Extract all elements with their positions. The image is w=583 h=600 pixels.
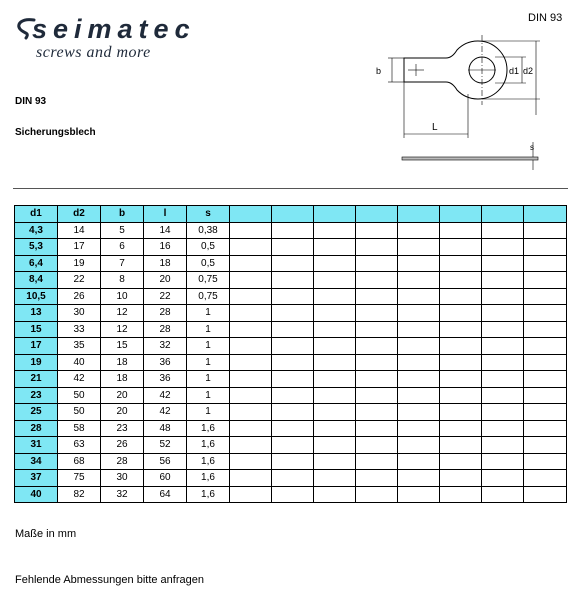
empty-cell — [440, 272, 482, 289]
table-cell: 0,5 — [187, 255, 230, 272]
empty-cell — [356, 272, 398, 289]
table-cell: 8 — [101, 272, 144, 289]
logo-wordmark: seimatec — [32, 14, 196, 44]
table-row — [15, 354, 567, 371]
standard-label-top: DIN 93 — [528, 12, 563, 24]
empty-cell — [272, 239, 314, 256]
empty-cell — [356, 486, 398, 503]
dim-label-d2: d2 — [523, 66, 534, 76]
technical-drawing — [368, 30, 548, 170]
table-cell: 10 — [101, 288, 144, 305]
empty-header-cell — [356, 206, 398, 223]
table-cell: 36 — [144, 354, 187, 371]
empty-cell — [314, 321, 356, 338]
table-row — [15, 255, 567, 272]
empty-cell — [524, 437, 567, 454]
empty-cell — [440, 453, 482, 470]
empty-cell — [272, 338, 314, 355]
empty-cell — [524, 420, 567, 437]
empty-cell — [272, 371, 314, 388]
empty-cell — [314, 470, 356, 487]
table-cell: 68 — [58, 453, 101, 470]
empty-cell — [272, 486, 314, 503]
table-cell: 1 — [187, 387, 230, 404]
row-key-cell: 23 — [15, 387, 58, 404]
empty-cell — [272, 288, 314, 305]
empty-cell — [230, 222, 272, 239]
empty-cell — [482, 371, 524, 388]
empty-header-cell — [314, 206, 356, 223]
empty-cell — [440, 486, 482, 503]
table-row — [15, 288, 567, 305]
empty-cell — [482, 420, 524, 437]
empty-cell — [524, 371, 567, 388]
empty-cell — [314, 437, 356, 454]
empty-cell — [482, 305, 524, 322]
table-cell: 36 — [144, 371, 187, 388]
empty-cell — [524, 305, 567, 322]
empty-cell — [230, 354, 272, 371]
empty-cell — [230, 272, 272, 289]
empty-cell — [440, 437, 482, 454]
empty-cell — [440, 387, 482, 404]
row-key-cell: 15 — [15, 321, 58, 338]
table-cell: 28 — [144, 321, 187, 338]
column-header: d1 — [15, 206, 58, 223]
table-cell: 1,6 — [187, 420, 230, 437]
empty-cell — [524, 321, 567, 338]
empty-cell — [356, 321, 398, 338]
empty-header-cell — [440, 206, 482, 223]
empty-cell — [524, 354, 567, 371]
dim-label-d1: d1 — [509, 66, 520, 76]
empty-cell — [356, 354, 398, 371]
empty-cell — [482, 437, 524, 454]
row-key-cell: 17 — [15, 338, 58, 355]
empty-cell — [440, 470, 482, 487]
empty-cell — [230, 453, 272, 470]
empty-cell — [230, 288, 272, 305]
empty-cell — [524, 470, 567, 487]
column-header: d2 — [58, 206, 101, 223]
table-cell: 32 — [101, 486, 144, 503]
empty-cell — [440, 404, 482, 421]
empty-cell — [314, 453, 356, 470]
dim-label-s: s — [530, 143, 534, 152]
empty-cell — [524, 288, 567, 305]
page-title: Sicherungsblech — [15, 127, 96, 138]
empty-cell — [398, 354, 440, 371]
table-cell: 0,75 — [187, 272, 230, 289]
empty-cell — [440, 338, 482, 355]
table-cell: 58 — [58, 420, 101, 437]
table-cell: 1 — [187, 354, 230, 371]
empty-cell — [398, 321, 440, 338]
empty-cell — [230, 486, 272, 503]
empty-cell — [482, 453, 524, 470]
empty-cell — [314, 338, 356, 355]
empty-cell — [440, 288, 482, 305]
empty-cell — [398, 404, 440, 421]
empty-cell — [356, 222, 398, 239]
table-cell: 60 — [144, 470, 187, 487]
empty-cell — [524, 404, 567, 421]
row-key-cell: 13 — [15, 305, 58, 322]
empty-cell — [356, 371, 398, 388]
empty-cell — [440, 420, 482, 437]
empty-cell — [230, 321, 272, 338]
column-header: b — [101, 206, 144, 223]
empty-cell — [272, 387, 314, 404]
empty-cell — [230, 239, 272, 256]
table-cell: 0,38 — [187, 222, 230, 239]
empty-cell — [230, 437, 272, 454]
table-cell: 40 — [58, 354, 101, 371]
table-cell: 1,6 — [187, 437, 230, 454]
table-cell: 32 — [144, 338, 187, 355]
table-cell: 18 — [101, 371, 144, 388]
empty-cell — [230, 470, 272, 487]
empty-cell — [482, 387, 524, 404]
table-cell: 1,6 — [187, 486, 230, 503]
table-cell: 50 — [58, 387, 101, 404]
table-cell: 28 — [101, 453, 144, 470]
table-cell: 22 — [144, 288, 187, 305]
empty-cell — [314, 486, 356, 503]
table-row — [15, 470, 567, 487]
empty-cell — [230, 305, 272, 322]
row-key-cell: 19 — [15, 354, 58, 371]
table-cell: 22 — [58, 272, 101, 289]
empty-cell — [524, 453, 567, 470]
empty-cell — [482, 404, 524, 421]
empty-header-cell — [230, 206, 272, 223]
row-key-cell: 37 — [15, 470, 58, 487]
empty-cell — [440, 321, 482, 338]
empty-cell — [524, 486, 567, 503]
table-cell: 14 — [144, 222, 187, 239]
divider — [13, 188, 568, 189]
column-header: s — [187, 206, 230, 223]
table-cell: 52 — [144, 437, 187, 454]
table-cell: 1,6 — [187, 470, 230, 487]
empty-cell — [398, 338, 440, 355]
table-cell: 75 — [58, 470, 101, 487]
empty-cell — [440, 239, 482, 256]
empty-cell — [272, 404, 314, 421]
table-cell: 20 — [101, 387, 144, 404]
table-cell: 1 — [187, 404, 230, 421]
company-logo — [14, 14, 214, 62]
empty-cell — [398, 371, 440, 388]
empty-cell — [272, 255, 314, 272]
table-cell: 7 — [101, 255, 144, 272]
row-key-cell: 8,4 — [15, 272, 58, 289]
table-cell: 16 — [144, 239, 187, 256]
empty-cell — [482, 288, 524, 305]
empty-cell — [230, 371, 272, 388]
empty-cell — [524, 239, 567, 256]
empty-cell — [272, 420, 314, 437]
row-key-cell: 4,3 — [15, 222, 58, 239]
table-row — [15, 486, 567, 503]
table-cell: 50 — [58, 404, 101, 421]
table-cell: 26 — [101, 437, 144, 454]
table-cell: 20 — [144, 272, 187, 289]
empty-cell — [314, 239, 356, 256]
empty-cell — [314, 354, 356, 371]
empty-header-cell — [482, 206, 524, 223]
row-key-cell: 6,4 — [15, 255, 58, 272]
empty-cell — [398, 420, 440, 437]
empty-cell — [398, 470, 440, 487]
table-cell: 0,75 — [187, 288, 230, 305]
column-header: l — [144, 206, 187, 223]
empty-header-cell — [272, 206, 314, 223]
table-cell: 30 — [101, 470, 144, 487]
table-row — [15, 404, 567, 421]
table-cell: 1 — [187, 321, 230, 338]
table-cell: 5 — [101, 222, 144, 239]
empty-cell — [356, 255, 398, 272]
empty-cell — [482, 222, 524, 239]
empty-cell — [524, 255, 567, 272]
table-cell: 28 — [144, 305, 187, 322]
empty-cell — [524, 272, 567, 289]
empty-cell — [398, 453, 440, 470]
table-cell: 17 — [58, 239, 101, 256]
empty-cell — [482, 255, 524, 272]
table-cell: 64 — [144, 486, 187, 503]
table-cell: 33 — [58, 321, 101, 338]
table-row — [15, 222, 567, 239]
empty-cell — [272, 272, 314, 289]
table-cell: 12 — [101, 321, 144, 338]
empty-cell — [272, 305, 314, 322]
table-cell: 56 — [144, 453, 187, 470]
empty-cell — [398, 305, 440, 322]
empty-cell — [524, 387, 567, 404]
table-cell: 42 — [58, 371, 101, 388]
table-row — [15, 239, 567, 256]
table-cell: 23 — [101, 420, 144, 437]
table-cell: 30 — [58, 305, 101, 322]
row-key-cell: 34 — [15, 453, 58, 470]
empty-cell — [482, 321, 524, 338]
standard-heading: DIN 93 — [15, 96, 47, 107]
empty-cell — [398, 239, 440, 256]
empty-cell — [356, 437, 398, 454]
empty-cell — [482, 486, 524, 503]
empty-cell — [230, 404, 272, 421]
empty-cell — [314, 404, 356, 421]
row-key-cell: 10,5 — [15, 288, 58, 305]
table-row — [15, 387, 567, 404]
empty-cell — [356, 470, 398, 487]
empty-cell — [356, 288, 398, 305]
spec-table — [14, 205, 567, 503]
empty-cell — [230, 387, 272, 404]
table-row — [15, 338, 567, 355]
table-cell: 42 — [144, 387, 187, 404]
table-cell: 20 — [101, 404, 144, 421]
empty-cell — [482, 338, 524, 355]
row-key-cell: 31 — [15, 437, 58, 454]
table-cell: 1,6 — [187, 453, 230, 470]
empty-cell — [314, 222, 356, 239]
table-cell: 18 — [144, 255, 187, 272]
empty-cell — [440, 354, 482, 371]
empty-cell — [314, 255, 356, 272]
empty-cell — [356, 453, 398, 470]
empty-cell — [314, 288, 356, 305]
row-key-cell: 21 — [15, 371, 58, 388]
table-cell: 18 — [101, 354, 144, 371]
table-cell: 82 — [58, 486, 101, 503]
table-cell: 15 — [101, 338, 144, 355]
table-row — [15, 371, 567, 388]
empty-cell — [272, 437, 314, 454]
table-cell: 1 — [187, 338, 230, 355]
dim-label-b: b — [376, 66, 382, 76]
empty-cell — [314, 305, 356, 322]
units-note: Maße in mm — [15, 528, 77, 540]
table-row — [15, 305, 567, 322]
empty-cell — [314, 371, 356, 388]
empty-cell — [272, 222, 314, 239]
table-cell: 0,5 — [187, 239, 230, 256]
table-cell: 35 — [58, 338, 101, 355]
empty-cell — [356, 420, 398, 437]
table-header-row — [15, 206, 567, 223]
table-cell: 12 — [101, 305, 144, 322]
table-cell: 14 — [58, 222, 101, 239]
empty-cell — [356, 338, 398, 355]
table-cell: 48 — [144, 420, 187, 437]
empty-cell — [314, 387, 356, 404]
table-cell: 19 — [58, 255, 101, 272]
empty-cell — [356, 239, 398, 256]
empty-cell — [440, 255, 482, 272]
inquiry-note: Fehlende Abmessungen bitte anfragen — [15, 574, 204, 586]
table-cell: 6 — [101, 239, 144, 256]
row-key-cell: 28 — [15, 420, 58, 437]
empty-cell — [230, 255, 272, 272]
table-row — [15, 272, 567, 289]
empty-cell — [356, 387, 398, 404]
empty-cell — [440, 222, 482, 239]
empty-cell — [272, 453, 314, 470]
table-row — [15, 453, 567, 470]
empty-cell — [440, 305, 482, 322]
empty-cell — [230, 338, 272, 355]
empty-cell — [398, 437, 440, 454]
row-key-cell: 25 — [15, 404, 58, 421]
empty-cell — [314, 420, 356, 437]
empty-header-cell — [398, 206, 440, 223]
empty-cell — [440, 371, 482, 388]
empty-cell — [314, 272, 356, 289]
empty-cell — [482, 354, 524, 371]
empty-cell — [230, 420, 272, 437]
table-cell: 26 — [58, 288, 101, 305]
empty-cell — [482, 239, 524, 256]
empty-cell — [356, 404, 398, 421]
logo-tagline: screws and more — [36, 44, 151, 61]
empty-cell — [398, 288, 440, 305]
table-row — [15, 321, 567, 338]
table-row — [15, 420, 567, 437]
empty-header-cell — [524, 206, 567, 223]
empty-cell — [272, 354, 314, 371]
empty-cell — [398, 222, 440, 239]
empty-cell — [272, 470, 314, 487]
empty-cell — [398, 255, 440, 272]
row-key-cell: 5,3 — [15, 239, 58, 256]
empty-cell — [398, 272, 440, 289]
empty-cell — [272, 321, 314, 338]
empty-cell — [482, 470, 524, 487]
empty-cell — [356, 305, 398, 322]
table-cell: 1 — [187, 305, 230, 322]
table-cell: 42 — [144, 404, 187, 421]
table-cell: 63 — [58, 437, 101, 454]
empty-cell — [524, 222, 567, 239]
row-key-cell: 40 — [15, 486, 58, 503]
dim-label-l: L — [432, 122, 438, 133]
empty-cell — [524, 338, 567, 355]
empty-cell — [482, 272, 524, 289]
table-cell: 1 — [187, 371, 230, 388]
empty-cell — [398, 387, 440, 404]
empty-cell — [398, 486, 440, 503]
table-row — [15, 437, 567, 454]
